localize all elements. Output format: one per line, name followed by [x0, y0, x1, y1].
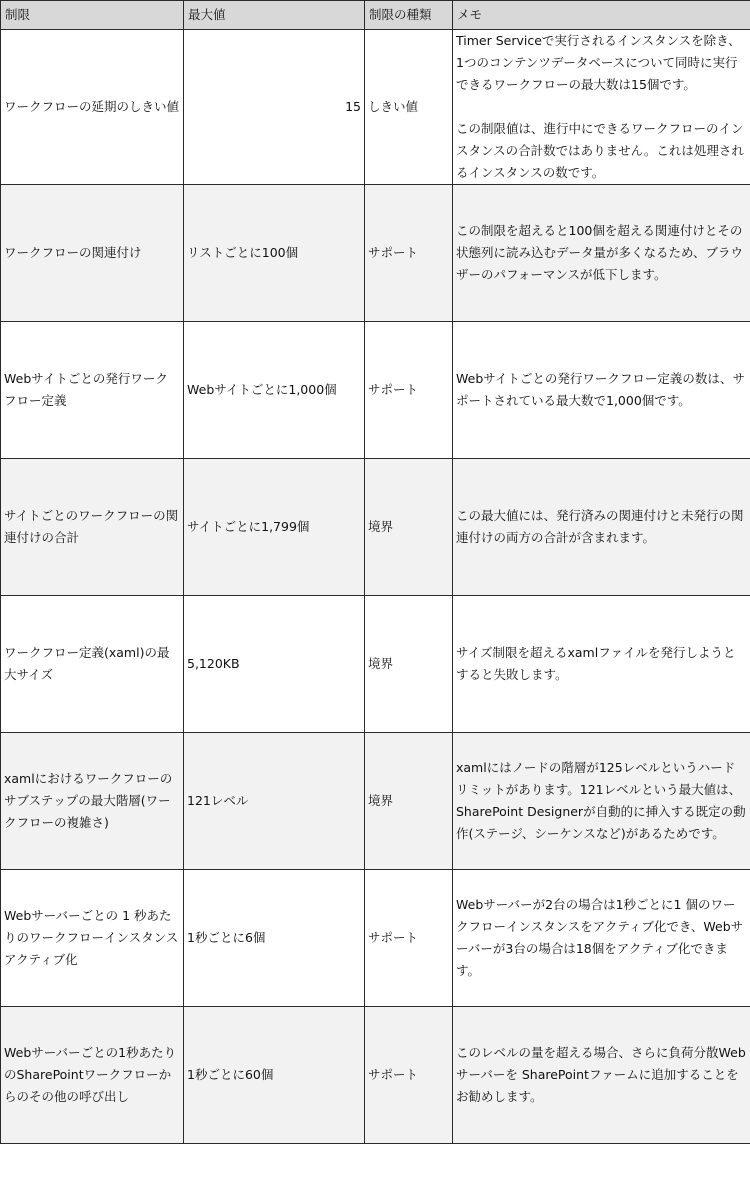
cell-limit-type: サポート	[365, 870, 453, 1007]
table-body	[1, 30, 750, 1144]
cell-limit-type: しきい値	[365, 30, 453, 185]
cell-limit-type: サポート	[365, 185, 453, 322]
header-memo: メモ	[453, 1, 750, 30]
cell-memo	[453, 596, 750, 733]
header-row	[1, 1, 750, 30]
cell-max-value: Webサイトごとに1,000個	[184, 322, 365, 459]
cell-memo	[453, 30, 750, 185]
cell-memo	[453, 322, 750, 459]
header-limit-type: 制限の種類	[365, 1, 453, 30]
cell-limit: Webサーバーごとの1秒あたりのSharePointワークフローからのその他の呼び出し	[1, 1007, 184, 1144]
cell-memo	[453, 733, 750, 870]
memo-paragraph: この制限値は、進行中にできるワークフローのインスタンスの合計数ではありません。これは処理されるインスタンスの数です。	[456, 121, 744, 180]
cell-limit: Webサイトごとの発行ワークフロー定義	[1, 322, 184, 459]
cell-limit: Webサーバーごとの 1 秒あたりのワークフローインスタンスアクティブ化	[1, 870, 184, 1007]
cell-limit-type: サポート	[365, 1007, 453, 1144]
cell-max-value: サイトごとに1,799個	[184, 459, 365, 596]
cell-max-value: 1秒ごとに60個	[184, 1007, 365, 1144]
table-header	[1, 1, 750, 30]
table-row	[1, 596, 750, 733]
memo-spacer	[456, 96, 747, 118]
memo-paragraph: サイズ制限を超えるxamlファイルを発行しようとすると失敗します。	[456, 645, 736, 682]
memo-paragraph: この制限を超えると100個を超える関連付けとその状態列に読み込むデータ量が多くなるため、ブラウザーのパフォーマンスが低下します。	[456, 223, 744, 282]
cell-limit: ワークフローの関連付け	[1, 185, 184, 322]
cell-limit-type: 境界	[365, 733, 453, 870]
memo-paragraph: Timer Serviceで実行されるインスタンスを除き、1つのコンテンツデータベースについて同時に実行できるワークフローの最大数は15個です。	[456, 33, 741, 92]
cell-limit: ワークフロー定義(xaml)の最大サイズ	[1, 596, 184, 733]
table-row	[1, 30, 750, 185]
cell-limit-type: 境界	[365, 459, 453, 596]
memo-paragraph: Webサーバーが2台の場合は1秒ごとに1 個のワークフローインスタンスをアクティブ化でき、Webサーバーが3台の場合は18個をアクティブ化できます。	[456, 897, 744, 978]
cell-max-value: 15	[184, 30, 365, 185]
cell-limit-type: サポート	[365, 322, 453, 459]
cell-limit-type: 境界	[365, 596, 453, 733]
cell-max-value: 121レベル	[184, 733, 365, 870]
memo-paragraph: このレベルの量を超える場合、さらに負荷分散Webサーバーを SharePointファームに追加することをお勧めします。	[456, 1045, 746, 1104]
cell-memo	[453, 1007, 750, 1144]
cell-memo	[453, 185, 750, 322]
memo-paragraph: Webサイトごとの発行ワークフロー定義の数は、サポートされている最大数で1,000個です。	[456, 371, 745, 408]
memo-paragraph: xamlにはノードの階層が125レベルというハードリミットがあります。121レベルという最大値は、SharePoint Designerが自動的に挿入する既定の動作(ステージ、シーケンスなど)があるためです。	[456, 760, 746, 841]
cell-max-value: 5,120KB	[184, 596, 365, 733]
cell-limit: ワークフローの延期のしきい値	[1, 30, 184, 185]
table-row	[1, 459, 750, 596]
cell-max-value: 1秒ごとに6個	[184, 870, 365, 1007]
cell-limit: サイトごとのワークフローの関連付けの合計	[1, 459, 184, 596]
cell-max-value: リストごとに100個	[184, 185, 365, 322]
cell-memo	[453, 459, 750, 596]
table-row	[1, 322, 750, 459]
cell-limit: xamlにおけるワークフローのサブステップの最大階層(ワークフローの複雑さ)	[1, 733, 184, 870]
header-max-value: 最大値	[184, 1, 365, 30]
table-row	[1, 1007, 750, 1144]
table-row	[1, 870, 750, 1007]
cell-memo	[453, 870, 750, 1007]
table-row	[1, 733, 750, 870]
table-row	[1, 185, 750, 322]
memo-paragraph: この最大値には、発行済みの関連付けと未発行の関連付けの両方の合計が含まれます。	[456, 508, 744, 545]
header-limit: 制限	[1, 1, 184, 30]
